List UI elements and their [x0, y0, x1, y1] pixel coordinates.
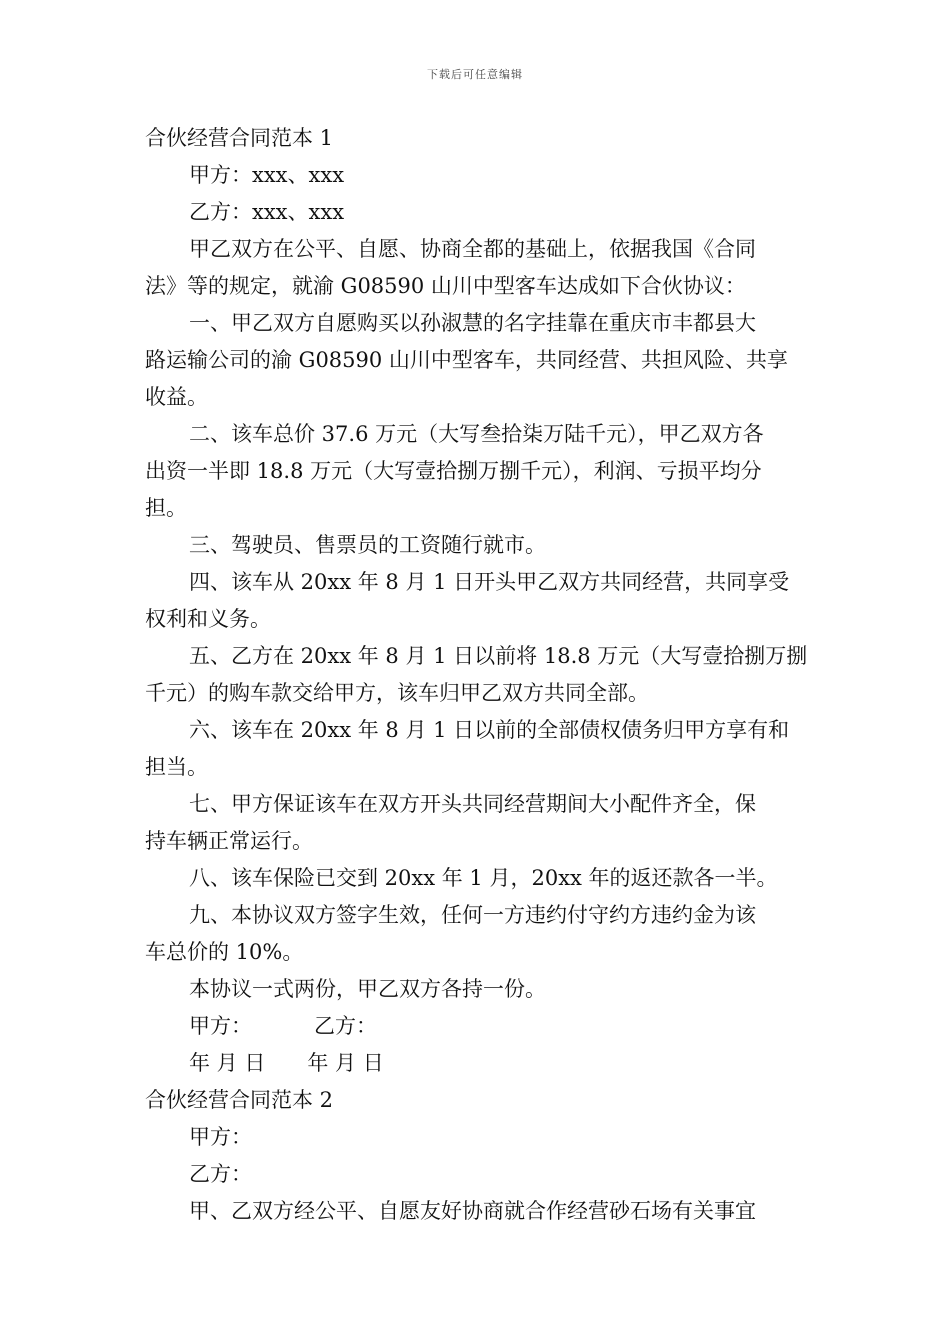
paragraph-line: 收益。	[145, 385, 208, 409]
document-body	[145, 120, 810, 1230]
party-b-line: 乙方：xxx、xxx	[189, 200, 345, 224]
signature-party-b: 乙方：	[314, 1014, 377, 1038]
party-b-line: 乙方：	[189, 1162, 252, 1186]
paragraph-line: 车总价的 10%。	[145, 940, 304, 964]
paragraph-line: 一、甲乙双方自愿购买以孙淑慧的名字挂靠在重庆市丰都县大	[189, 311, 756, 335]
paragraph-line: 担。	[145, 496, 187, 520]
paragraph-line: 八、该车保险已交到 20xx 年 1 月，20xx 年的返还款各一半。	[189, 866, 778, 890]
header-note: 下载后可任意编辑	[427, 68, 523, 81]
paragraph-line: 四、该车从 20xx 年 8 月 1 日开头甲乙双方共同经营，共同享受	[189, 570, 790, 594]
paragraph-line: 担当。	[145, 755, 208, 779]
signature-date-a: 年 月 日	[189, 1051, 266, 1075]
paragraph-line: 权利和义务。	[145, 607, 271, 631]
paragraph-line: 三、驾驶员、售票员的工资随行就市。	[189, 533, 546, 557]
paragraph-line: 五、乙方在 20xx 年 8 月 1 日以前将 18.8 万元（大写壹拾捌万捌	[189, 644, 808, 668]
signature-party-a: 甲方：	[189, 1014, 252, 1038]
paragraph-line: 二、该车总价 37.6 万元（大写叁拾柒万陆千元），甲乙双方各	[189, 422, 764, 446]
paragraph-line: 六、该车在 20xx 年 8 月 1 日以前的全部债权债务归甲方享有和	[189, 718, 790, 742]
signature-date-b: 年 月 日	[307, 1051, 384, 1075]
signature-line	[145, 1008, 810, 1045]
paragraph-line: 路运输公司的渝 G08590 山川中型客车，共同经营、共担风险、共享	[145, 348, 788, 372]
contract-title-1: 合伙经营合同范本 1	[145, 126, 334, 150]
paragraph-line: 甲乙双方在公平、自愿、协商全都的基础上，依据我国《合同	[189, 237, 756, 261]
contract-2	[145, 1082, 810, 1230]
contract-1	[145, 120, 810, 1082]
paragraph-line: 出资一半即 18.8 万元（大写壹拾捌万捌千元），利润、亏损平均分	[145, 459, 762, 483]
paragraph-line: 本协议一式两份，甲乙双方各持一份。	[189, 977, 546, 1001]
paragraph-line: 九、本协议双方签字生效，任何一方违约付守约方违约金为该	[189, 903, 756, 927]
paragraph-line: 千元）的购车款交给甲方，该车归甲乙双方共同全部。	[145, 681, 649, 705]
party-a-line: 甲方：xxx、xxx	[189, 163, 345, 187]
contract-title-2: 合伙经营合同范本 2	[145, 1088, 334, 1112]
date-line	[145, 1045, 810, 1082]
paragraph-line: 七、甲方保证该车在双方开头共同经营期间大小配件齐全，保	[189, 792, 756, 816]
paragraph-line: 持车辆正常运行。	[145, 829, 313, 853]
paragraph-line: 甲、乙双方经公平、自愿友好协商就合作经营砂石场有关事宜	[189, 1199, 756, 1223]
paragraph-line: 法》等的规定，就渝 G08590 山川中型客车达成如下合伙协议：	[145, 274, 746, 298]
party-a-line: 甲方：	[189, 1125, 252, 1149]
